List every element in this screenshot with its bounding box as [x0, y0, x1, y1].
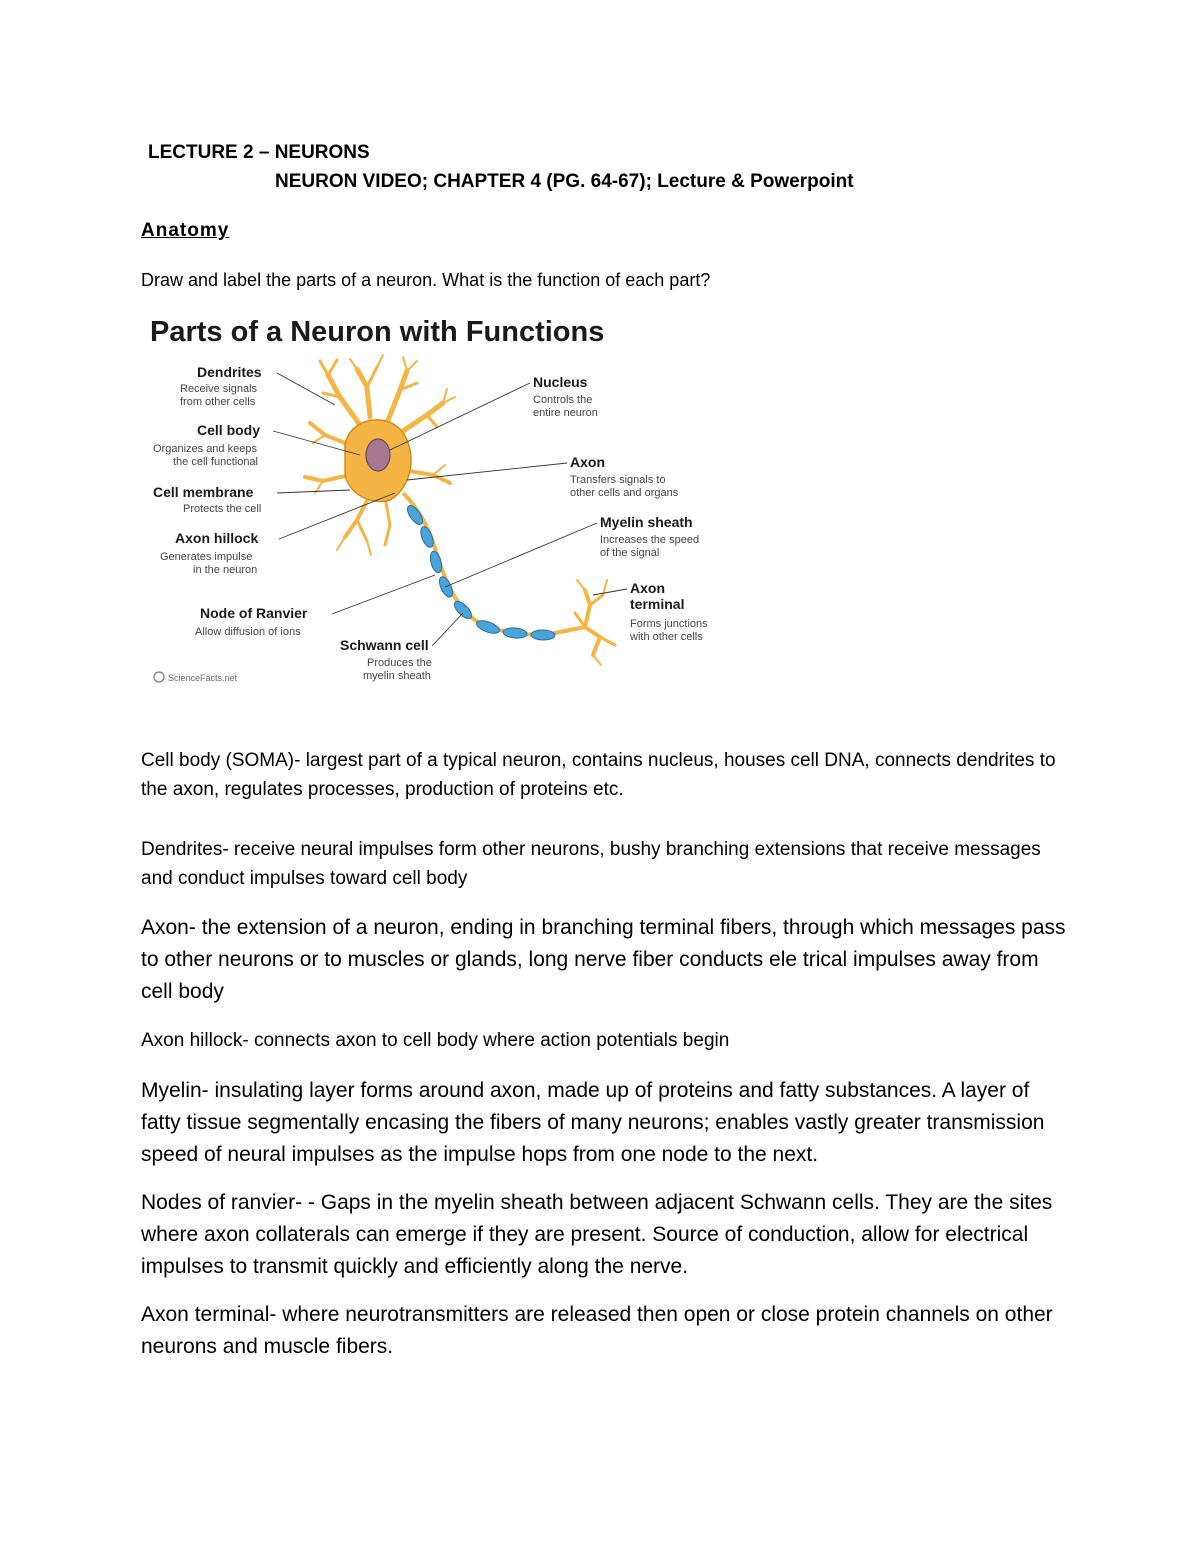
axon-desc-1: Transfers signals to — [570, 474, 666, 486]
cell-membrane-label: Cell membrane — [153, 484, 254, 500]
paragraph-axon-terminal: Axon terminal- where neurotransmitters are released then open or close protein channels on other neurons and muscle fibers. — [141, 1303, 1053, 1358]
axon-terminal-shape — [575, 580, 615, 665]
axon-desc-2: other cells and organs — [570, 487, 679, 499]
nucleus-desc-2: entire neuron — [533, 407, 598, 419]
section-heading: Anatomy — [141, 220, 230, 241]
nucleus-shape — [366, 439, 390, 471]
cell-body-desc-2: the cell functional — [173, 456, 258, 468]
myelin-sheath-desc-2: of the signal — [600, 547, 660, 559]
atom-icon — [154, 672, 164, 682]
paragraph-dendrites: Dendrites- receive neural impulses form other neurons, bushy branching extensions that receive messages and conduct impulses toward cell body — [141, 839, 1041, 889]
axon-terminal-desc-1: Forms junctions — [630, 618, 708, 630]
schwann-cell-desc-1: Produces the — [367, 657, 432, 669]
section-prompt: Draw and label the parts of a neuron. What is the function of each part? — [141, 270, 711, 290]
lecture-subtitle: NEURON VIDEO; CHAPTER 4 (PG. 64-67); Lecture & Powerpoint — [275, 171, 854, 192]
node-ranvier-desc: Allow diffusion of ions — [195, 626, 301, 638]
nucleus-label: Nucleus — [533, 374, 588, 390]
paragraph-axon: Axon- the extension of a neuron, ending in branching terminal fibers, through which messages pass to other neurons or to muscles or glands, long nerve fiber conducts ele trical impulses away from cell body — [141, 916, 1066, 1003]
schwann-cell-label: Schwann cell — [340, 637, 429, 653]
paragraph-nodes-ranvier: Nodes of ranvier- - Gaps in the myelin sheath between adjacent Schwann cells. They are the sites where axon collaterals can emerge if they are present. Source of conduction, allow for electrical impulses to transmit quickly and efficiently along the nerve. — [141, 1191, 1053, 1278]
axon-hillock-desc-1: Generates impulse — [160, 551, 253, 563]
myelin-sheath-desc-1: Increases the speed — [600, 534, 700, 546]
dendrites-desc-2: from other cells — [180, 396, 256, 408]
paragraph-cell-body: Cell body (SOMA)- largest part of a typical neuron, contains nucleus, houses cell DNA, connects dendrites to the axon, regulates processes, production of proteins etc. — [141, 750, 1056, 800]
cell-body-desc-1: Organizes and keeps — [153, 443, 257, 455]
cell-body-label: Cell body — [197, 422, 261, 438]
nucleus-desc-1: Controls the — [533, 394, 593, 406]
lecture-title: LECTURE 2 – NEURONS — [148, 142, 370, 163]
axon-hillock-label: Axon hillock — [175, 530, 259, 546]
diagram-title: Parts of a Neuron with Functions — [150, 316, 605, 348]
neuron-diagram — [145, 305, 745, 700]
node-ranvier-label: Node of Ranvier — [200, 605, 308, 621]
cell-membrane-desc: Protects the cell — [183, 503, 262, 515]
dendrites-label: Dendrites — [197, 364, 262, 380]
source-logo — [154, 672, 238, 683]
paragraph-myelin: Myelin- insulating layer forms around axon, made up of proteins and fatty substances. A layer of fatty tissue segmentally encasing the fibers of many neurons; enables vastly greater transmission speed of neural impulses as the impulse hops from one node to the next. — [141, 1079, 1045, 1166]
axon-terminal-label-2: terminal — [630, 596, 685, 612]
axon-label: Axon — [570, 454, 605, 470]
axon-terminal-label-1: Axon — [630, 580, 665, 596]
myelin-sheath-label: Myelin sheath — [600, 514, 693, 530]
schwann-cell-desc-2: myelin sheath — [363, 670, 431, 682]
paragraph-axon-hillock: Axon hillock- connects axon to cell body where action potentials begin — [141, 1030, 730, 1051]
source-logo-text: ScienceFacts.net — [168, 673, 238, 683]
dendrites-desc-1: Receive signals — [180, 383, 258, 395]
axon-shape — [403, 493, 585, 635]
axon-hillock-desc-2: in the neuron — [193, 564, 258, 576]
axon-terminal-desc-2: with other cells — [630, 631, 703, 643]
